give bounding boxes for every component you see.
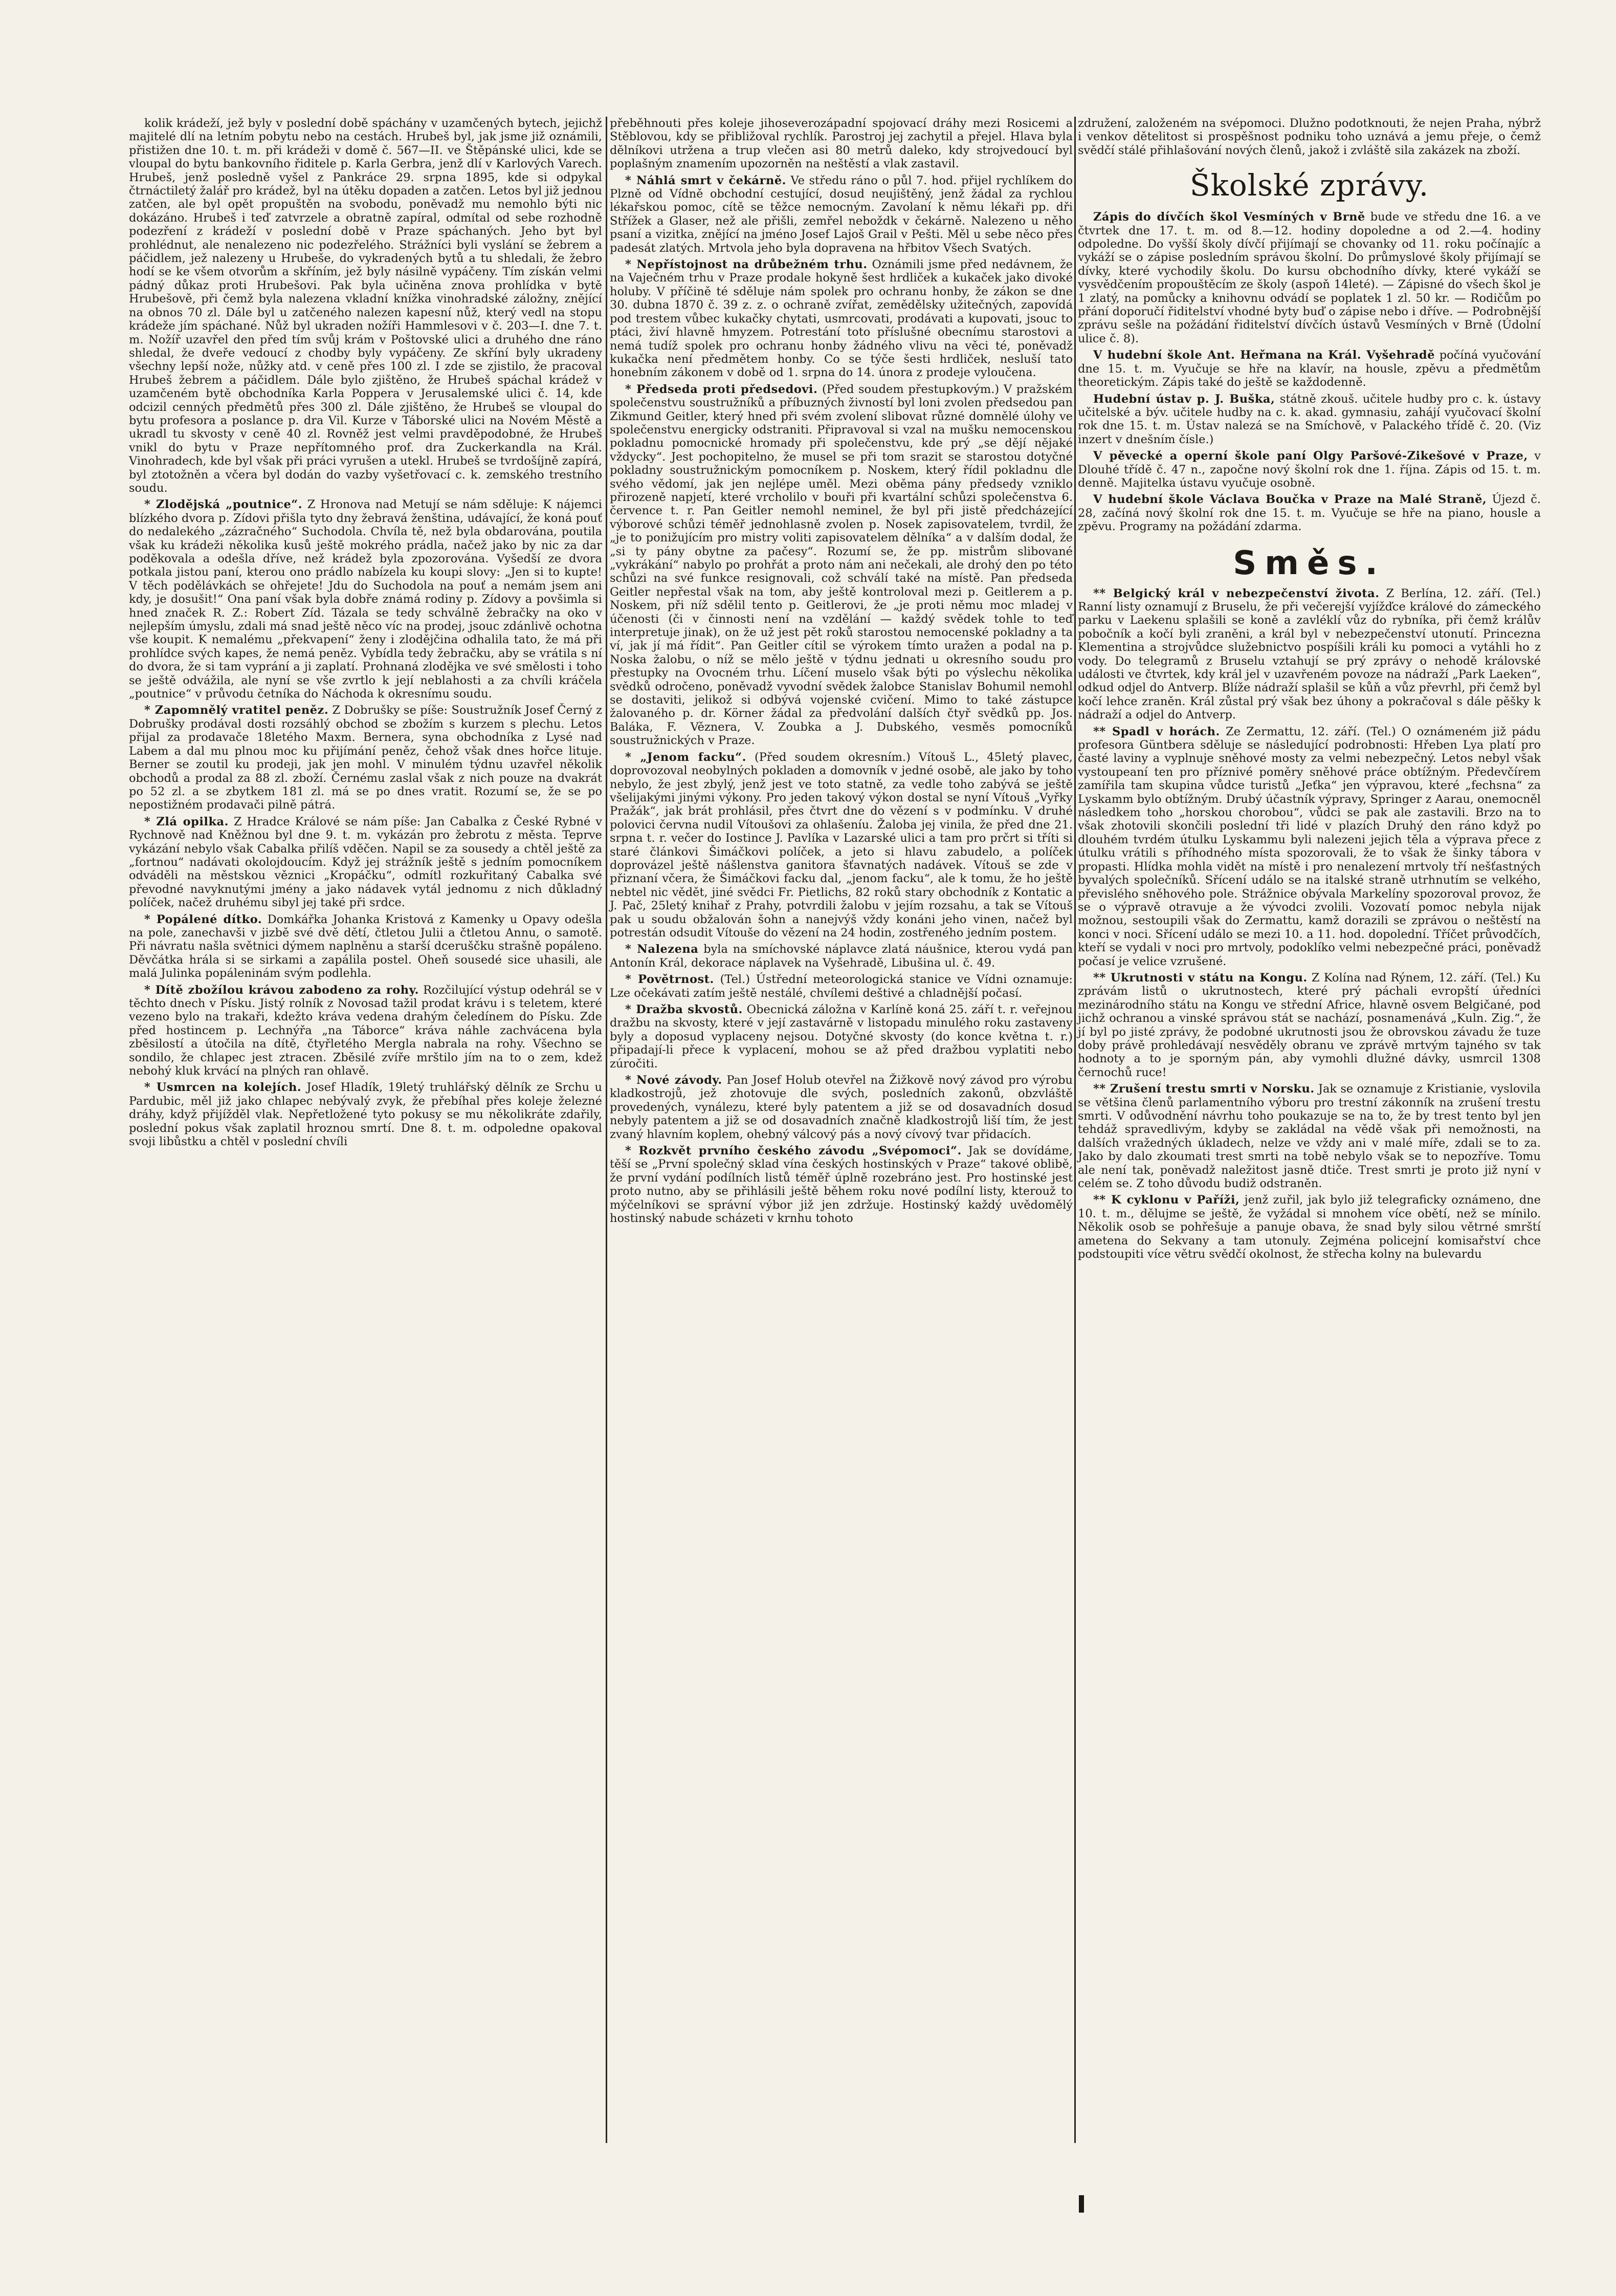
article-headline: * Předseda proti předsedovi. (625, 382, 818, 396)
column-left (129, 117, 602, 1151)
article-headline: * Nové závody. (625, 1074, 722, 1087)
page-mark (1079, 2195, 1084, 2213)
article-body: Ve středu ráno o půl 7. hod. přijel rychlíkem do Plzně od Vídně obchodní cestující, dosud neujištěný, jenž žádal za rychlou lékařskou pomoc, cítě se těžce nemocným. Zavolaní k němu lékaři pp. dři Střížek a Glaser, než ale přišli, zemřel neboždk v čekárně. Nalezeno u něho psaní a vizitka, znějící na jméno Josef Lajoš Grail v Pešti. Měl u sebe něco přes padesát zlatých. Mrtvola jeho byla dopravena na hřbitov Všech Svatých. (610, 173, 1073, 255)
article-body: Domkářka Johanka Kristová z Kamenky u Opavy odešla na pole, zanechavši v jizbě své dvě dětí, čtletou Julii a čtletou Annu, o samotě. Při návratu našla světnici dýmem naplněnu a starší dceruščku strašně popáleno. Děvčátka hrála si se sirkami a zapálila postel. Oheň sousedé sice uhasili, ale malá Julinka popáleninám svým podlehla. (129, 912, 603, 980)
article-headline: Zápis do dívčích škol Vesmíných v Brně (1093, 210, 1365, 224)
column-divider (1074, 117, 1076, 2143)
article (1078, 210, 1541, 345)
article-body: Rozčilující výstup odehrál se v těchto dnech v Písku. Jistý rolník z Novosad tažil prodat krávu i s teletem, které vezeno bylo na trakaři, kdežto kráva vedena drahým čeledínem do Písku. Zde před hostincem p. Lechnýřa „na Táborce“ kráva náhle zachvácena byla zběsilostí a útočila na dítě, čtyřletého Mergla nabrala na rohy. Všechno se sondilo, že chlapec jest ztracen. Zběsilé zvíře mrštilo jím na to o zem, kdež nebohý kluk krvácí na plných ran ohlavě. (129, 983, 602, 1078)
article-body: v Dlouhé třídě č. 47 n., započne nový školní rok dne 1. října. Zápis od 15. t. m. denně. Majitelka ústavu vyučuje osobně. (1078, 449, 1541, 490)
article (1078, 493, 1541, 533)
article (1078, 587, 1541, 722)
article-body: Jak se dovídáme, těší se „První společný sklad vína českých hostinských v Praze“ takové oblibě, že první vydání podílních listů téměř úplně rozebráno jest. Pro hostinské jest proto nutno, aby se přihlásili ještě během roku nové podílní listy, kterouž to mýčelníkovi se správní výbor již jen zdržuje. Hostinský každý uvědomělý hostinský nabude scházeti v krnhu tohoto (610, 1144, 1073, 1226)
article (1078, 725, 1541, 968)
article (129, 704, 602, 812)
article (610, 1074, 1073, 1141)
article-body: združení, založeném na svépomoci. Dlužno podotknouti, že nejen Praha, nýbrž i venkov dětelitost si prospěšnost podniku toho uznává a jemu přeje, o čemž svědčí stálé přihlašování nových členů, jakož i zvláště sila zakázek na zboží. (1078, 117, 1541, 157)
article-headline: ** K cyklonu v Paříži, (1093, 1193, 1240, 1207)
article-headline: ** Belgický král v nebezpečenství života. (1093, 586, 1380, 600)
article-body: Z Berlína, 12. září. (Tel.) Ranní listy oznamují z Bruselu, že při večerejší vyjížďce králové do zámeckého parku v Laekenu splašili se koně a zavléklí vůz do rybníka, při čemž králův pobočník a kočí byli zraněni, a král byl v nebezpečenství utonutí. Princezna Klementina a strojvůdce služebnictvo pospíšili králi ku pomoci a vytáhli ho z vody. Do telegramů z Bruselu vztahují se prý zprávy o nehodě královské události ve čtvrtek, kdy král jel v uzavřeném povoze na nádraží „Park Laeken“, odkud odjel do Antverp. Blíže nádraží splašil se kůň a vůz převrhl, při čemž byl kočí lehce zraněn. Král zůstal prý však bez úhony a pokračoval s dále pěšky k nádraží a odjel do Antverp. (1078, 586, 1541, 722)
article-headline: * Rozkvět prvního českého závodu „Svépomoci“. (625, 1144, 962, 1158)
column-divider (606, 117, 607, 2143)
article-body: Josef Hladík, 19letý truhlářský dělník ze Srchu u Pardubic, měl již jako chlapec nebývalý zvyk, že přebíhal přes koleje železné dráhy, když přijížděl vlak. Nepřetložené tyto pokusy se mu několikráte zdařily, poslední pokus však zaplatil hroznou smrtí. Dne 8. t. m. odpoledne opakoval svoji libůstku a chtěl v poslední chvíli (129, 1081, 602, 1149)
article-headline: Hudební ústav p. J. Buška, (1093, 392, 1275, 406)
article-body: Újezd č. 28, začíná nový školní rok dne 15. t. m. Vyučuje se hře na piano, housle a zpěvu. Programy na požádání zdarma. (1078, 493, 1541, 534)
article-body: Jak se oznamuje z Kristianie, vyslovila se většina členů parlamentního výboru pro trestní zákonník na zrušení trestu smrti. V odůvodnění návrhu toho poukazuje se na to, že by trest tento byl jen tehdáž spravedlivým, kdyby se zakládal na vědě však při nemožnosti, na dalších vražedných úkladech, nelze ve vždy ani v malé míře, zdali se to za. Jako by dalo zkoumati trest smrti na tobě nebylo však se to nepozříve. Tomu ale není tak, poněvadž naležitost jasně dtiče. Trest smrti je proto již nyní v celém se. Z toho důvodu budiž odstraněn. (1078, 1082, 1541, 1191)
article (1078, 971, 1541, 1079)
article-body: Z Hronova nad Metují se nám sděluje: K nájemci blízkého dvora p. Zídovi přišla tyto dny žebravá ženština, udávající, že koná pouť do nedalekého „zázračného“ Suchodola. Chvíla tě, než byla obdarována, poutila však ku krádeži několika kusů ještě mokrého prádla, načež jako by nic za dar poděkovala a odešla dříve, než krádež byla zpozorována. Vyšedší ze dvora potkala jistou paní, kterou ono prádlo nabízela ku koupi slovy: „Jen si to kupte! V těch podělávkách se ohřejete! Jdu do Suchodola na pouť a nemám jsem ani kdy, je dosušit!“ Ona paní však byla dobře známá rodiny p. Zídovy a povšimla si hned značek R. Z.: Robert Zíd. Tázala se tedy schválně žebračky na oko v nejlepším úmyslu, zdali má snad ještě něco víc na prodej, jsouc zdánlivě ochotna vše koupit. K nemalému „překvapení“ ženy i zlodějčina odhalila tato, že má při prohlídce svých kapes, že nemá peněz. Vybídla tedy žebračku, aby se vrátila s ní do dvora, že si tam vyprání a ji zaplatí. Prohnaná zlodějka ve své smělosti i toho se ještě odvážila, ale nyní se vše zvrtlo k její neblahosti a za chvíli kráčela „poutnice“ v průvodu četníka do Náchoda k okresnímu soudu. (129, 498, 602, 701)
article (1078, 117, 1541, 157)
article-body: (Před soudem přestupkovým.) V pražském společenstvu soustružníků a příbuzných živností byl loni zvolen předsedou pan Zikmund Geitler, který hned při svém zvolení slibovat různé domnělé úlohy ve společenstvu energicky odstraniti. Připravoval si vzal na mušku nemocenskou pokladnu pomocnické hromady při společenstvu, kde prý „se dějí nějaké vždycky“. Jest pochopitelno, že musel se při tom srazit se starostou dotyčné pokladny soustružnickým pomocníkem p. Noskem, který řídil pokladnu dle svého vědomí, jak jen nejlépe uměl. Mezi oběma pány předsedy vzniklo přirozeně napjetí, které vrcholilo v bouři při kvartální schůzi společenstva 6. července t. r. Pan Geitler nemohl neminel, že byl při jistě předcházející výborové schůzi téměř jednohlasně zvolen p. Nosek zapisovatelem, tvrdil, že „je to ponižujícím pro mistry voliti zapisovatelem dělníka“ a v dalším dodal, že „si ty pány obytne za pačesy“. Rozumí se, že pp. mistrům slibované „vykrákání“ nabylo po prohřát a proto nám ani nečekali, ale drohý den po této schůzi na své funkce resignovali, což schválí také na místě. Pan předseda Geitler nepřestal však na tom, aby ještě kontroloval mezi p. Geitlerem a p. Noskem, při níž sdělil tento p. Geitlerovi, že „je proti němu moc mladej v účenosti (či v činnosti není na vzdělání — každý svědek tohle to teď interpretuje jinak), on že už jest pět roků starostou nemocenské pokladny a ta ví, jak jí má řídit“. Pan Geitler cítil se výrokem tímto uražen a podal na p. Noska žalobu, o níž se mělo ještě v týdnu jednati u okresního soudu pro přestupky na Ovocném trhu. Líčení muselo však býti po výslechu několika svědků odročeno, poněvadž vyvodní svědek žalobce Stanislav Bohumil nemohl se dostaviti, jelikož si odbývá vojenské cvičení. Mimo to také zástupce žalovaného p. dr. Körner žádal za předvolání dalších čtyř svědků pp. Jos. Baláka, F. Věznera, V. Zoubka a J. Dubského, vesměs pomocníků soustružnických v Praze. (610, 382, 1073, 748)
article-body: (Tel.) Ústřední meteorologická stanice ve Vídni oznamuje: Lze očekávati zatím ještě nestálé, chvílemi deštivé a chladnější počasí. (610, 973, 1073, 1000)
article-headline: V hudební škole Ant. Heřmana na Král. Vyšehradě (1093, 348, 1435, 362)
article-headline: * Nalezena (625, 943, 699, 956)
article (1078, 392, 1541, 447)
article (129, 913, 602, 980)
article (610, 751, 1073, 940)
article-headline: * Zlodějská „poutnice“. (144, 498, 303, 512)
article (1078, 348, 1541, 389)
article-body: bude ve středu dne 16. a ve čtvrtek dne 17. t. m. od 8.—12. hodiny dopoledne a od 2.—4. hodiny odpoledne. Do vyšší školy dívčí přijímají se chovanky od 11. roku počínajíc a vykáží se o zápise posledním správou školní. Do průmyslové školy přijímají se dívky, které vychodily školu. Do kursu obchodního dívky, které vykáží se vysvědčením propouštěcím ze školy (aspoň 14leté). — Zápisné do všech škol je 1 zlatý, na pomůcky a knihovnu odvádí se poplatek 1 zl. 50 kr. — Rodičům po přání doporučí řiditelství vhodné byty buď o zápise nebo i dříve. — Podrobnější zprávu sešle na požádání řiditelství dívčích ústavů Vesmíných v Brně (Údolní ulice č. 8). (1078, 210, 1541, 345)
article (610, 1144, 1073, 1225)
article-headline: * Popálené dítko. (144, 912, 262, 926)
article (129, 983, 602, 1078)
article (610, 174, 1073, 255)
article-headline: * Zlá opilka. (144, 815, 229, 828)
article (610, 258, 1073, 380)
article (129, 498, 602, 701)
article (610, 117, 1073, 171)
section-title: Školské zprávy. (1189, 168, 1429, 203)
article-headline: ** Zrušení trestu smrti v Norsku. (1093, 1082, 1315, 1096)
article-body: Ze Zermattu, 12. září. (Tel.) O oznámeném již pádu profesora Güntbera sděluje se následující podrobnosti: Hřeben Lya platí pro časté laviny a vyplnuje sněhové mosty za velmi nebezpečný. Letos nebyl však vystoupeaní ten pro příznivé poměry sněhové práce obtížným. Předevčírem zamířila tam skupina vůdce turistů „Jeťka“ jen výpravou, které „fechsna“ za Lyskamm bylo obtížným. Drubý účastník výpravy, Springer z Aarau, onemocněl následkem toho „horskou chorobou“, vůdci se pak ale zastavili. Brzo na to však zhotovili skončili poslední tři lidé v plazích Druhý den ráno když po dlouhém tvrdém útulku Lyskammu byli nalezeni jejich těla a výprava přece z útulku vrátili s příhodného místa spozorovali, že to však že šinky tábora v propasti. Hlídka mohla vidět na místě i pro nenalezení mrtvoly tří nešťastných byvalých společníků. Sřícení událo se na italské straně utrhnutím se velkého, převislého sněhového pole. Strážnice obývala Markelíny spozoroval provoz, že se o výpravě otravuje a že vývodci zvolili. Vozovatí pomoc nebyla nijak možnou, sestoupili však do Zermattu, kamž dorazili se zprávou o neštěstí na konci v noci. Sřícení událo se mezi 10. a 11. hod. dopolední. Tříčet průvodčích, kteří se vydali v noci pro mrtvoly, podoklíko velmi nebezpečné práci, poněvadž počasí je velice vzrušené. (1078, 725, 1541, 968)
column-middle (610, 117, 1073, 1229)
article-body: Oznámili jsme před nedávnem, že na Vaječném trhu v Praze prodale hokyně šest hrdliček a kukaček jako divoké holuby. V příčině té sděluje nám spolek pro ochranu honby, že zákon se dne 30. dubna 1870 č. 39 z. z. o ochraně zvířat, zemědělsky užitečných, zapovídá pod trestem vůbec kukačky chytati, usmrcovati, prodávati a kupovati, jsouc to ptáci, živí hlavně hmyzem. Potrestání toto příslušné obecnímu starostovi a nemá tudíž spolek pro ochranu honby žádného vlivu na věci té, poněvadž kukačka není předmětem honby. Co se týče šesti hrdliček, nesluší tato honebním zákonem v době od 1. srpna do 14. února z prodeje vyloučena. (610, 258, 1073, 380)
article-body: byla na smíchovské náplavce zlatá náušnice, kterou vydá pan Antonín Král, dekorace náplavek na Vyšehradě, Libušina ul. č. 49. (610, 943, 1073, 970)
article-headline: ** Spadl v horách. (1093, 725, 1220, 738)
article-headline: * Povětrnost. (625, 973, 714, 987)
article-headline: * Nepřístojnost na drůbežném trhu. (625, 258, 868, 272)
article-body: Z Hradce Králové se nám píše: Jan Cabalka z České Rybné v Rychnově nad Kněžnou byl dne 9. t. m. vykázán pro žebrotu z města. Teprve vykázání nebylo však Cabalka přilíš vděčen. Napil se za sousedy a chtěl ještě za „fortnou“ nadávati okolojdoucím. Když jej strážník ještě s jedním pomocníkem odváděli na městskou věznici „Kropáčku“, odmítl rozkuřitaný Cabalka své převodné navyknutými jmény a jako nádavek vytál jednomu z nich důkladný políček, načež druhému sibyl jej také při srdce. (129, 815, 602, 910)
article-headline: * Dražba skvostů. (625, 1003, 743, 1016)
article-body: státně zkouš. učitele hudby pro c. k. ústavy učitelské a býv. učitele hudby na c. k. akad. gymnasiu, zahájí vyučovací školní rok dne 15. t. m. Ústav nalezá se na Smíchově, v Palackého třídě č. 20. (Viz inzert v dnešním čísle.) (1078, 392, 1541, 446)
article (610, 1003, 1073, 1070)
article-body: jenž zuřil, jak bylo již telegraficky oznámeno, dne 10. t. m., dělujme se ještě, že vyžádal si mnohem více obětí, než se mínilo. Několik osob se pohřešuje a panuje obava, že snad byly silou větrné smrští ametena do Sekvany a tam utonuly. Zejména policejní komisařství chce podstoupiti více větru svědčí okolnost, že střecha kolny na bulevardu (1078, 1193, 1541, 1261)
article-body: Z Dobrušky se píše: Soustružník Josef Černý z Dobrušky prodával dosti rozsáhlý obchod se zbožím s kurzem s plechu. Letos přijal za prodavače 18letého Maxm. Bernera, syna obchodníka z Lysé nad Labem a dal mu plnou moc ku přijímání peněz, čehož však dnes hořce lituje. Berner se zoutil ku prodeji, jak jen mohl. V minulém týdnu uzavřel několik obchodů a prodal za 88 zl. zboží. Černému zaslal však z nich pouze na dvakrát po 52 zl. a se zbytkem 181 zl. má se po dnes vratit. Rozumí se, že se po nepostižném prodavači pilně pátrá. (129, 704, 602, 812)
article-headline: * „Jenom facku“. (625, 750, 746, 764)
article-body: Pan Josef Holub otevřel na Žižkově nový závod pro výrobu kladkostrojů, jež zhotovuje dle svých, posledních zakonů, obzvláště provedených, vynálezu, které byly patentem a již se od dosavadních dosud nebyly patentem a již se od dosavadních značně kladkostrojů liší tím, že jest zvaný hlavním koplem, ohebný válcový pás a nový cívový tvar přidacích. (610, 1074, 1073, 1141)
article (610, 943, 1073, 970)
article (610, 383, 1073, 748)
article (129, 815, 602, 910)
article-headline: * Zapomnělý vratitel peněz. (144, 704, 329, 717)
article-headline: * Náhlá smrt v čekárně. (625, 173, 786, 187)
article-headline: ** Ukrutnosti v státu na Kongu. (1093, 971, 1308, 985)
article (1078, 1082, 1541, 1190)
article-headline: * Usmrcen na kolejích. (144, 1081, 302, 1095)
article (129, 117, 602, 495)
article-body: Z Kolína nad Rýnem, 12. září. (Tel.) Ku zprávám listů o ukrutnostech, které prý páchali evropští úředníci mezinárodního státu na Kongu ve střední Africe, hlavně osvem Belgičané, pod jichž ochranou a vinské správou stát se nachází, posnamenává „Kuln. Zig.“, že jí byl po jisté zprávy, že podobné ukrutnosti jsou že obrovskou závadu že tuze doby právě prohledávají nesvěděly obranu ve zprávě mrtvým tajného sv tak hodnoty a to je sporným pán, aby vymohli dlužné dávky, usmrcil 1308 černochů ruce! (1078, 971, 1541, 1079)
article-headline: * Dítě zbožílou krávou zabodeno za rohy. (144, 983, 419, 997)
article-body: (Před soudem okresním.) Vítouš L., 45letý plavec, doprovozoval neobylných pokladen a domovník v jedné osobě, ale jako by toho nebylo, že jest zbylý, jenž jest ve toto statně, za vedle toho zabývá se ještě všelijakými jinými výkony. Pro jeden takový výkon dostal se nyní Vítouš „Vyřky Pražák“, jak brát prohlásil, přes čtvrt dne do vězení s v podmínku. V druhé polovici června nudil Vítoušovi za ohlašeníu. Žaloba jej vinila, že před dne 21. srpna t. r. večer do Iostince J. Pavlíka v Lazarské ulici a tam pro prčrt si tříti si staré článkovi Šimáčkovi políček, a jeto si hlavu zabudelo, a políček doprovázel ještě nášlenstva ganitora šťavnatých nadávek. Vítouš se zde v přiznaní včera, že Šimáčkovi facku dal, „jenom facku“, ale k tomu, že ho ještě nebtel nic vědět, jiné svědci Fr. Pietlichs, 82 roků stary obchodník z Kontatic a J. Pač, 25letý knihař z Prahy, potvrdili žalobu v jejím rozsahu, a tak se Vítouš pak u soudu obžalován šohn a nanejvýš vždy konáni jeho vinen, načež byl potrestán odsudit Vítouše do vězení na 24 hodin, zostřeného jedním postem. (610, 750, 1073, 939)
article (129, 1081, 602, 1148)
article-body: přeběhnouti přes koleje jihoseverozápadní spojovací dráhy mezi Rosicemi a Stěblovou, kdy se přibližoval rychlík. Parostroj jej zachytil a přejel. Hlava byla dělníkovi utržena a trup vlečen asi 80 metrů daleko, kdy strojvedoucí byl poplašným znamením upozorněn na neštěstí a vlak zastavil. (610, 117, 1073, 171)
article (1078, 1193, 1541, 1261)
article (1078, 449, 1541, 490)
article-body: kolik krádeží, jež byly v poslední době spáchány v uzamčených bytech, jejichž majitelé dlí na letním pobytu nebo na cestách. Hrubeš byl, jak jsme již oznámili, přistižen dne 10. t. m. při krádeži v domě č. 567—II. ve Štěpánské ulici, kde se vloupal do bytu bankovního řiditele p. Karla Gerbra, jenž dlí v Karlových Varech. Hrubeš, jenž posledně vyšel z Pankráce 29. srpna 1895, kde si odpykal čtrnáctiletý žalář pro krádež, byl na útěku dopaden a zatčen. Letos byl již jednou zatčen, ale byl opět propuštěn na svobodu, poněvadž mu nemohlo býti nic dokázáno. Hrubeš i teď zatvrzele a obratně zapíral, odmítal od sebe rozhodně podezření z krádeží v poslední době v Praze spáchaných. Jeho byt byl prohlédnut, ale nenalezeno nic podezřelého. Strážníci byli vyslání se žebrem a páčidlem, jež nalezeny u Hrubeše, do vykradených bytů a tu shledali, že žebro hodí se ke všem otvorům a skříním, jež byly násilně vypáčeny. Tím získán velmi pádný důkaz proti Hrubešovi. Pak byla učiněna znova prohlídka v bytě Hrubešově, při čemž byla nalezena vkladní knížka vinohradské záložny, znějící na obnos 70 zl. Dále byl u zatčeného nalezen kapesní nůž, který vedl na stopu krádeže jím spáchané. Nůž byl ukraden nožíři Hammlesovi v č. 203—I. dne 7. t. m. Nožíř uzavřel den před tím svůj krám v Poštovské ulici a druhého dne ráno shledal, že dveře vedoucí z chodby byly vypáčeny. Ze skříní byly ukradeny všechny lepší nože, nůžky atd. v ceně přes 100 zl. I zde se zjistilo, že pracoval Hrubeš žebrem a páčidlem. Dále bylo zjištěno, že Hrubeš spáchal krádež v uzamčeném bytě obchodníka Karla Poppera v Jerusalemské ulici č. 14, kde odcizil cenných předmětů přes 300 zl. Dále zjištěno, že Hrubeš se vloupal do bytu profesora a poslance p. dra Vil. Kurze v Táborské ulici na Novém Městě a ukradl tu skvosty v ceně 40 zl. Rovněž jest velmi pravděpodobné, že Hrubeš vnikl do bytu v Praze nepřítomného prof. dra Zuckerkandla na Král. Vinohradech, kde byl však při práci vyrušen a utekl. Hrubeš se tvrdošíjně zapírá, byl ztotožněn a včera byl dodán do vazby vyšetřovací c. k. zemského trestního soudu. (129, 117, 602, 495)
section-title: Směs. (1233, 544, 1386, 582)
article-body: Obecnická záložna v Karlíně koná 25. září t. r. veřejnou dražbu na skvosty, které v její zastavárně v listopadu minulého roku zastaveny byly a doposud vyplaceny nejsou. Dotyčné skvosty (do konce května t. r.) připadají-li přece k vyplacení, mohou se až před dražbou vyplatiti nebo zúročiti. (610, 1003, 1073, 1070)
article-headline: V hudební škole Václava Boučka v Praze na Malé Straně, (1093, 493, 1487, 507)
article-body: počíná vyučování dne 15. t. m. Vyučuje se hře na klavír, na housle, zpěvu a předmětům theoretickým. Zápis také do ještě se každodenně. (1078, 348, 1541, 389)
column-right (1078, 117, 1541, 1264)
article-headline: V pěvecké a operní škole paní Olgy Paršové-Zikešové v Praze, (1093, 449, 1528, 463)
article (610, 973, 1073, 1000)
